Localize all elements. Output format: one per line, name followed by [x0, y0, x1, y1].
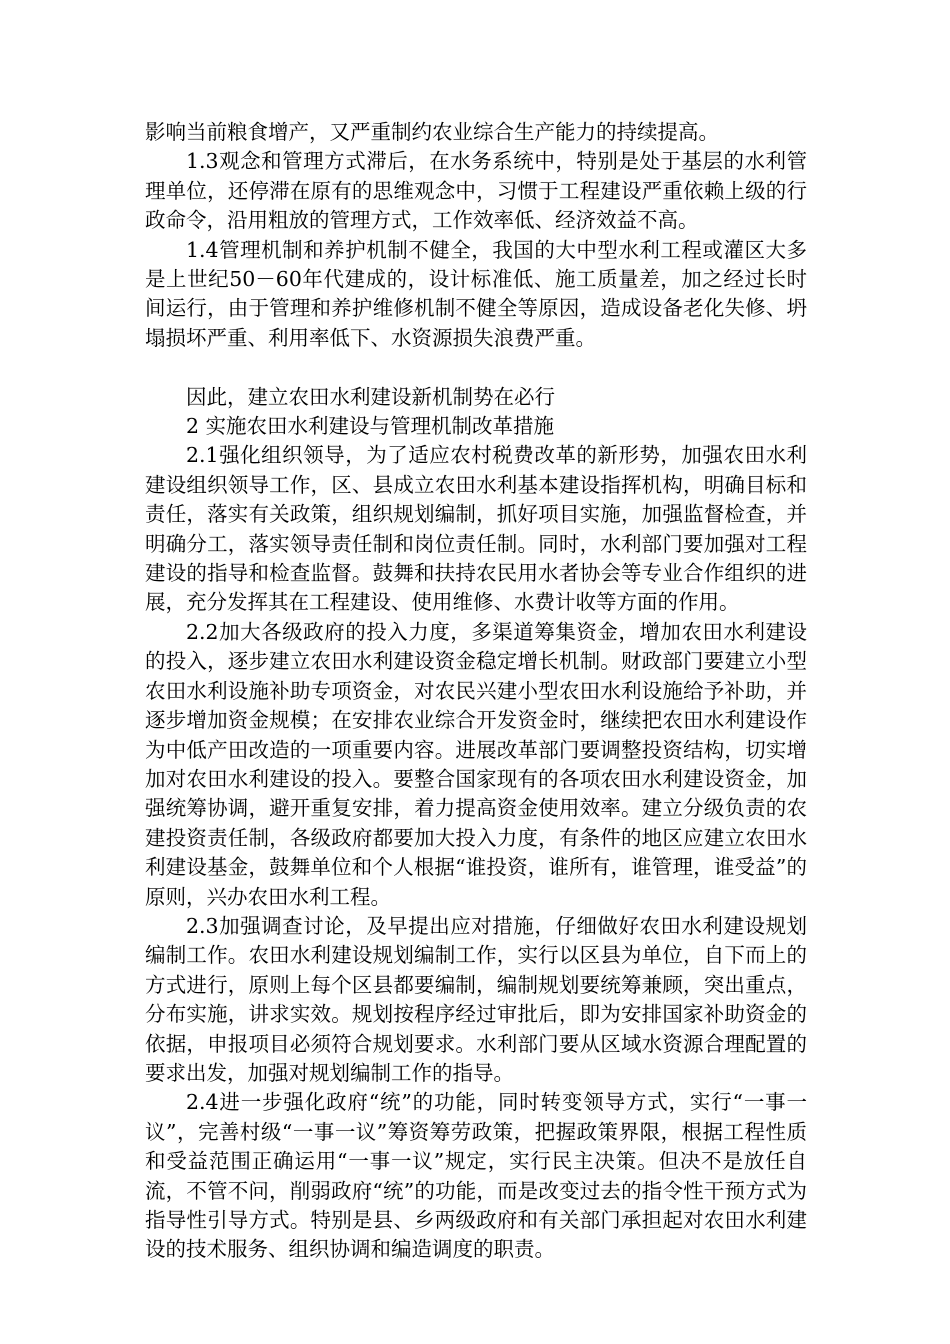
paragraph-spacer	[145, 353, 807, 382]
paragraph-2-4: 2.4进一步强化政府“统”的功能，同时转变领导方式，实行“一事一议”，完善村级“一事一议”筹资筹劳政策，把握政策界限，根据工程性质和受益范围正确运用“一事一议”规定，实行民主决策。但决不是放任自流，不管不问，削弱政府“统”的功能，而是改变过去的指令性干预方式为指导性引导方式。特别是县、乡两级政府和有关部门承担起对农田水利建设的技术服务、组织协调和编造调度的职责。	[145, 1090, 807, 1262]
paragraph-continuation: 影响当前粮食增产，又严重制约农业综合生产能力的持续提高。	[145, 120, 719, 144]
paragraph-1-4: 1.4管理机制和养护机制不健全，我国的大中型水利工程或灌区大多是上世纪50－60年代建成的，设计标准低、施工质量差，加之经过长时间运行，由于管理和养护维修机制不健全等原因，造成设备老化失修、坍塌损坏严重、利用率低下、水资源损失浪费严重。	[145, 237, 807, 350]
paragraph-1-3: 1.3观念和管理方式滞后，在水务系统中，特别是处于基层的水利管理单位，还停滞在原有的思维观念中，习惯于工程建设严重依赖上级的行政命令，沿用粗放的管理方式，工作效率低、经济效益不高。	[145, 149, 807, 233]
paragraph-2-2: 2.2加大各级政府的投入力度，多渠道筹集资金，增加农田水利建设的投入，逐步建立农田水利建设资金稳定增长机制。财政部门要建立小型农田水利设施补助专项资金，对农民兴建小型农田水利设施给予补助，并逐步增加资金规模；在安排农业综合开发资金时，继续把农田水利建设作为中低产田改造的一项重要内容。进展改革部门要调整投资结构，切实增加对农田水利建设的投入。要整合国家现有的各项农田水利建设资金，加强统筹协调，避开重复安排，着力提高资金使用效率。建立分级负责的农建投资责任制，各级政府都要加大投入力度，有条件的地区应建立农田水利建设基金，鼓舞单位和个人根据“谁投资，谁所有，谁管理，谁受益”的原则，兴办农田水利工程。	[145, 619, 807, 909]
conclusion-sentence: 因此，建立农田水利建设新机制势在必行	[186, 384, 555, 409]
paragraph-2-3: 2.3加强调查讨论，及早提出应对措施，仔细做好农田水利建设规划编制工作。农田水利建设规划编制工作，实行以区县为单位，自下而上的方式进行，原则上每个区县都要编制，编制规划要统筹兼顾，突出重点，分布实施，讲求实效。规划按程序经过审批后，即为安排国家补助资金的依据，申报项目必须符合规划要求。水利部门要从区域水资源合理配置的要求出发，加强对规划编制工作的指导。	[145, 913, 807, 1085]
paragraph-2-1: 2.1强化组织领导，为了适应农村税费改革的新形势，加强农田水利建设组织领导工作，区、县成立农田水利基本建设指挥机构，明确目标和责任，落实有关政策，组织规划编制，抓好项目实施，加强监督检查，并明确分工，落实领导责任制和岗位责任制。同时，水利部门要加强对工程建设的指导和检查监督。鼓舞和扶持农民用水者协会等专业合作组织的进展，充分发挥其在工程建设、使用维修、水费计收等方面的作用。	[145, 443, 807, 615]
document-page	[145, 118, 807, 1265]
section-heading-2: 2 实施农田水利建设与管理机制改革措施	[186, 414, 555, 439]
